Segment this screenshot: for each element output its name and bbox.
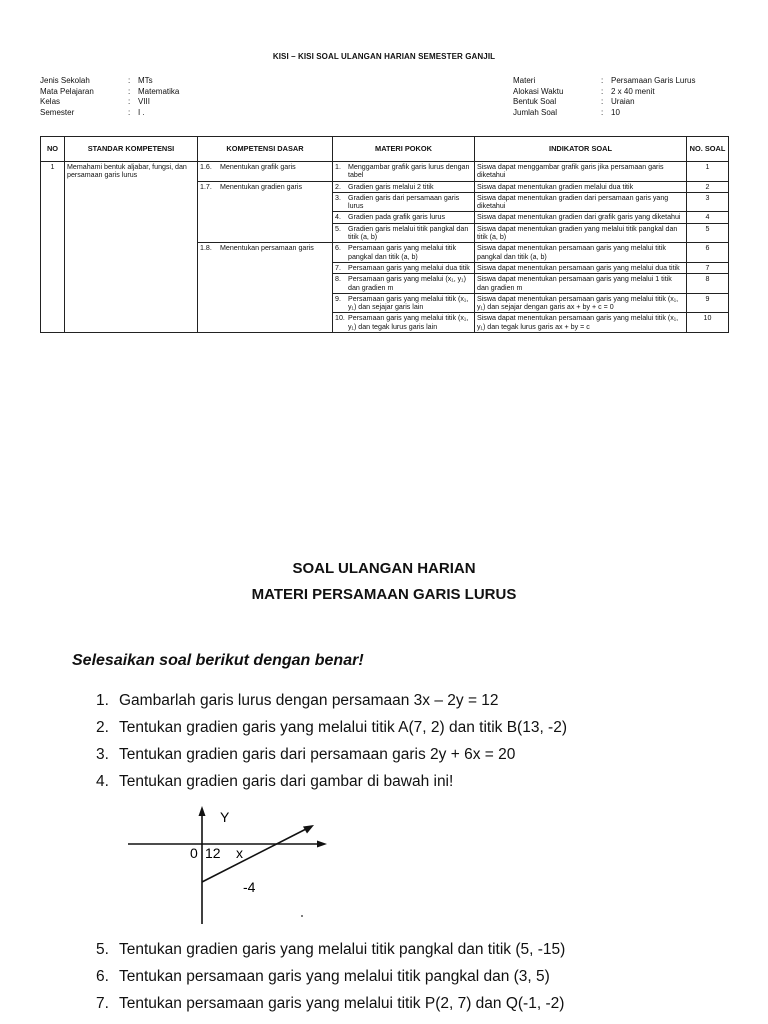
cell-materi-pokok (333, 192, 475, 212)
meta-row (513, 76, 695, 87)
question-text: Tentukan persamaan garis yang melalui titik P(2, 7) dan Q(-1, -2) (119, 995, 565, 1012)
materi-text: Persamaan garis yang melalui titik (x₁, y₁) dan sejajar garis lain (348, 294, 469, 312)
materi-text: Persamaan garis yang melalui (x₁, y₁) dan gradien m (348, 275, 466, 292)
materi-number: 9. (335, 294, 341, 303)
question-text: Tentukan gradien garis dari persamaan garis 2y + 6x = 20 (119, 746, 516, 763)
cell-materi-pokok (333, 181, 475, 192)
meta-value: VIII (138, 97, 151, 106)
materi-number: 8. (335, 275, 341, 284)
meta-row (513, 87, 695, 98)
kd-number: 1.6. (200, 163, 212, 171)
cell-materi-pokok (333, 313, 475, 333)
cell-no-soal: 1 (687, 162, 729, 182)
meta-row (513, 97, 695, 108)
soal-title: SOAL ULANGAN HARIAN (292, 560, 476, 577)
materi-number: 5. (335, 224, 341, 233)
materi-number: 1. (335, 163, 341, 171)
materi-text: Gradien garis melalui 2 titik (348, 182, 434, 191)
cell-no-soal: 6 (687, 243, 729, 263)
cell-materi-pokok (333, 223, 475, 243)
cell-materi-pokok (333, 162, 475, 182)
question-item (96, 746, 515, 764)
materi-number: 6. (335, 244, 341, 253)
table-row (41, 162, 729, 182)
cell-materi-pokok (333, 262, 475, 273)
meta-value: MTs (138, 76, 153, 85)
question-item (96, 968, 550, 986)
cell-kompetensi-dasar (198, 162, 333, 182)
header-indikator-soal: INDIKATOR SOAL (475, 137, 687, 162)
y-intercept-label: -4 (243, 879, 256, 895)
meta-row (513, 108, 695, 119)
page-title: KISI – KISI SOAL ULANGAN HARIAN SEMESTER GANJIL (272, 52, 496, 61)
cell-no-soal: 3 (687, 192, 729, 212)
cell-no-soal: 9 (687, 293, 729, 313)
meta-row (40, 97, 179, 108)
materi-text: Gradien garis dari persamaan garis lurus (348, 193, 460, 211)
question-item (96, 941, 565, 959)
kisi-table (40, 136, 729, 333)
kd-text: Menentukan persamaan garis (220, 244, 314, 253)
question-item (96, 692, 499, 710)
y-axis-label: Y (220, 809, 230, 825)
line-graph (120, 800, 340, 930)
cell-no-soal: 4 (687, 212, 729, 223)
cell-kompetensi-dasar (198, 181, 333, 243)
table-header-row (41, 137, 729, 162)
question-item (96, 773, 453, 791)
materi-text: Persamaan garis yang melalui dua titik (348, 263, 470, 272)
question-item (96, 719, 567, 737)
cell-no-soal: 2 (687, 181, 729, 192)
x-axis-arrow (317, 841, 327, 848)
meta-key: Mata Pelajaran (40, 86, 94, 96)
meta-row (40, 87, 179, 98)
materi-text: Gradien garis melalui titik pangkal dan titik (a, b) (348, 224, 469, 242)
y-axis-arrow (199, 806, 206, 816)
cell-indikator: Siswa dapat menentukan persamaan garis yang melalui titik (x₁, y₁) dan tegak lurus garis ax + by = c (475, 313, 687, 333)
kd-number: 1.7. (200, 182, 212, 191)
header-materi-pokok: MATERI POKOK (333, 137, 475, 162)
meta-key: Bentuk Soal (513, 97, 557, 106)
header-no: NO (41, 137, 65, 162)
cell-indikator: Siswa dapat menentukan persamaan garis yang melalui titik (x₁, y₁) dan sejajar dengan garis ax + by + c = 0 (475, 293, 687, 313)
header-standar-kompetensi: STANDAR KOMPETENSI (65, 137, 198, 162)
materi-number: 10. (335, 314, 345, 323)
cell-no-soal: 5 (687, 223, 729, 243)
question-text: Tentukan gradien garis yang melalui titik pangkal dan titik (5, -15) (119, 941, 566, 958)
meta-right (513, 76, 695, 118)
cell-materi-pokok (333, 243, 475, 263)
meta-key: Jenis Sekolah (40, 76, 90, 85)
materi-number: 3. (335, 193, 341, 202)
question-text: Tentukan persamaan garis yang melalui titik pangkal dan (3, 5) (119, 968, 550, 985)
cell-no: 1 (41, 162, 65, 333)
materi-number: 2. (335, 182, 341, 191)
meta-key: Alokasi Waktu (513, 86, 564, 96)
x-axis-label: x (236, 845, 243, 861)
cell-indikator: Siswa dapat menggambar grafik garis jika persamaan garis diketahui (475, 162, 687, 182)
cell-no-soal: 8 (687, 274, 729, 294)
cell-kompetensi-dasar (198, 243, 333, 333)
origin-label: 0 (190, 845, 198, 861)
kd-text: Menentukan grafik garis (220, 163, 296, 171)
meta-colon: : (601, 97, 604, 106)
materi-number: 4. (335, 213, 341, 222)
meta-row (40, 76, 179, 87)
meta-key: Materi (513, 76, 536, 85)
meta-colon: : (601, 107, 604, 117)
kd-number: 1.8. (200, 244, 212, 253)
cell-indikator: Siswa dapat menentukan gradien dari persamaan garis yang diketahui (475, 192, 687, 212)
meta-key: Semester (40, 107, 75, 117)
meta-value: 10 (611, 107, 620, 117)
cell-standar-kompetensi: Memahami bentuk aljabar, fungsi, dan persamaan garis lurus (65, 162, 198, 333)
materi-text: Persamaan garis yang melalui titik (x₁, y₁) dan tegak lurus garis lain (348, 314, 469, 331)
cell-indikator: Siswa dapat menentukan gradien yang melalui titik pangkal dan titik (a, b) (475, 223, 687, 243)
meta-value: Matematika (138, 86, 180, 96)
question-number: 1. (96, 692, 109, 709)
question-number: 2. (96, 719, 109, 736)
cell-no-soal: 10 (687, 313, 729, 333)
meta-value: I . (138, 107, 145, 117)
question-number: 7. (96, 995, 109, 1012)
cell-indikator: Siswa dapat menentukan gradien dari grafik garis yang diketahui (475, 212, 687, 223)
materi-text: Menggambar grafik garis lurus dengan tabel (348, 163, 470, 180)
question-text: Tentukan gradien garis yang melalui titik A(7, 2) dan titik B(13, -2) (119, 719, 568, 736)
meta-colon: : (128, 86, 131, 96)
soal-subtitle: MATERI PERSAMAAN GARIS LURUS (251, 586, 517, 603)
cell-indikator: Siswa dapat menentukan gradien melalui dua titik (475, 181, 687, 192)
cell-indikator: Siswa dapat menentukan persamaan garis yang melalui 1 titik dan gradien m (475, 274, 687, 294)
kd-text: Menentukan gradien garis (220, 182, 303, 191)
header-no-soal: NO. SOAL (687, 137, 729, 162)
materi-number: 7. (335, 263, 341, 272)
graph-line-arrow (303, 825, 314, 834)
question-text: Tentukan gradien garis dari gambar di bawah ini! (119, 773, 454, 790)
instruction: Selesaikan soal berikut dengan benar! (72, 652, 364, 669)
x-intercept-label: 12 (205, 845, 221, 861)
meta-colon: : (128, 97, 131, 106)
question-number: 4. (96, 773, 109, 790)
question-number: 3. (96, 746, 109, 763)
meta-colon: : (601, 76, 604, 85)
meta-value: 2 x 40 menit (611, 86, 655, 96)
meta-row (40, 108, 179, 119)
materi-text: Persamaan garis yang melalui titik pangkal dan titik (a, b) (348, 244, 457, 261)
meta-colon: : (601, 86, 604, 96)
cell-materi-pokok (333, 274, 475, 294)
question-number: 6. (96, 968, 109, 985)
header-kompetensi-dasar: KOMPETENSI DASAR (198, 137, 333, 162)
meta-value: Uraian (611, 97, 635, 106)
meta-left (40, 76, 179, 118)
cell-no-soal: 7 (687, 262, 729, 273)
cell-materi-pokok (333, 212, 475, 223)
question-text: Gambarlah garis lurus dengan persamaan 3x – 2y = 12 (119, 692, 499, 709)
meta-key: Kelas (40, 97, 61, 106)
meta-value: Persamaan Garis Lurus (611, 76, 696, 85)
meta-colon: : (128, 76, 131, 85)
meta-colon: : (128, 107, 131, 117)
cell-indikator: Siswa dapat menentukan persamaan garis yang melalui dua titik (475, 262, 687, 273)
cell-indikator: Siswa dapat menentukan persamaan garis yang melalui titik pangkal dan titik (a, b) (475, 243, 687, 263)
question-item (96, 995, 564, 1013)
materi-text: Gradien pada grafik garis lurus (348, 213, 445, 222)
meta-key: Jumlah Soal (513, 107, 558, 117)
question-number: 5. (96, 941, 109, 958)
stray-dot (301, 915, 303, 917)
cell-materi-pokok (333, 293, 475, 313)
